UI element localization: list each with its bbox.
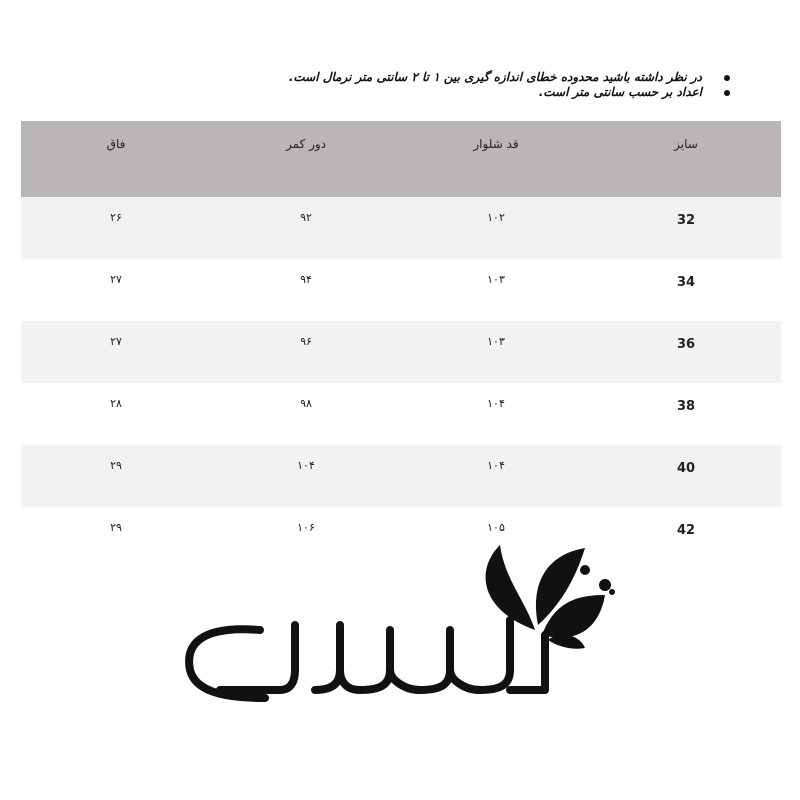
cell-waist: ۹۲ (211, 197, 401, 259)
leaves-logo-icon (486, 545, 615, 649)
table-row (21, 445, 781, 507)
note-text: در نظر داشته باشید محدوده خطای اندازه گیری بین ۱ تا ۲ سانتی متر نرمال است. (288, 70, 702, 84)
header-length: قد شلوار (401, 121, 591, 197)
cell-rise: ۲۷ (110, 273, 122, 286)
cell-length: ۱۰۲ (401, 197, 591, 259)
logo-wordmark (189, 620, 545, 698)
bullet-icon (724, 90, 730, 96)
cell-waist: ۱۰۴ (211, 445, 401, 507)
header-rise: فاق (21, 121, 211, 197)
cell-length: ۱۰۴ (487, 397, 505, 410)
header-waist: دور کمر (211, 121, 401, 197)
cell-length: ۱۰۴ (401, 445, 591, 507)
cell-size: 40 (591, 445, 781, 507)
cell-waist: ۹۴ (300, 273, 312, 286)
cell-size: 32 (591, 197, 781, 259)
cell-size: 34 (676, 275, 696, 290)
cell-waist: ۹۸ (300, 397, 312, 410)
size-table (21, 121, 781, 569)
header-size: سایز (591, 121, 781, 197)
table-row (21, 197, 781, 259)
cell-length: ۱۰۵ (487, 521, 505, 534)
note-item (90, 70, 730, 85)
cell-waist: ۹۶ (211, 321, 401, 383)
cell-rise: ۲۶ (21, 197, 211, 259)
table-header-row (21, 121, 781, 197)
cell-rise: ۲۷ (21, 321, 211, 383)
cell-size: 38 (676, 399, 696, 414)
brand-logo (180, 540, 630, 720)
cell-rise: ۲۹ (110, 521, 122, 534)
note-item (90, 85, 730, 100)
table-row (21, 321, 781, 383)
cell-length: ۱۰۳ (487, 273, 505, 286)
notes-list (90, 70, 730, 100)
table-row (21, 383, 781, 445)
logo-text: لیلیان (403, 716, 407, 717)
table-row (21, 259, 781, 321)
cell-size: 36 (591, 321, 781, 383)
cell-waist: ۱۰۶ (297, 521, 315, 534)
cell-rise: ۲۸ (110, 397, 122, 410)
note-text: اعداد بر حسب سانتی متر است. (538, 85, 702, 99)
cell-size: 42 (676, 523, 696, 538)
cell-length: ۱۰۳ (401, 321, 591, 383)
cell-rise: ۲۹ (21, 445, 211, 507)
bullet-icon (724, 75, 730, 81)
